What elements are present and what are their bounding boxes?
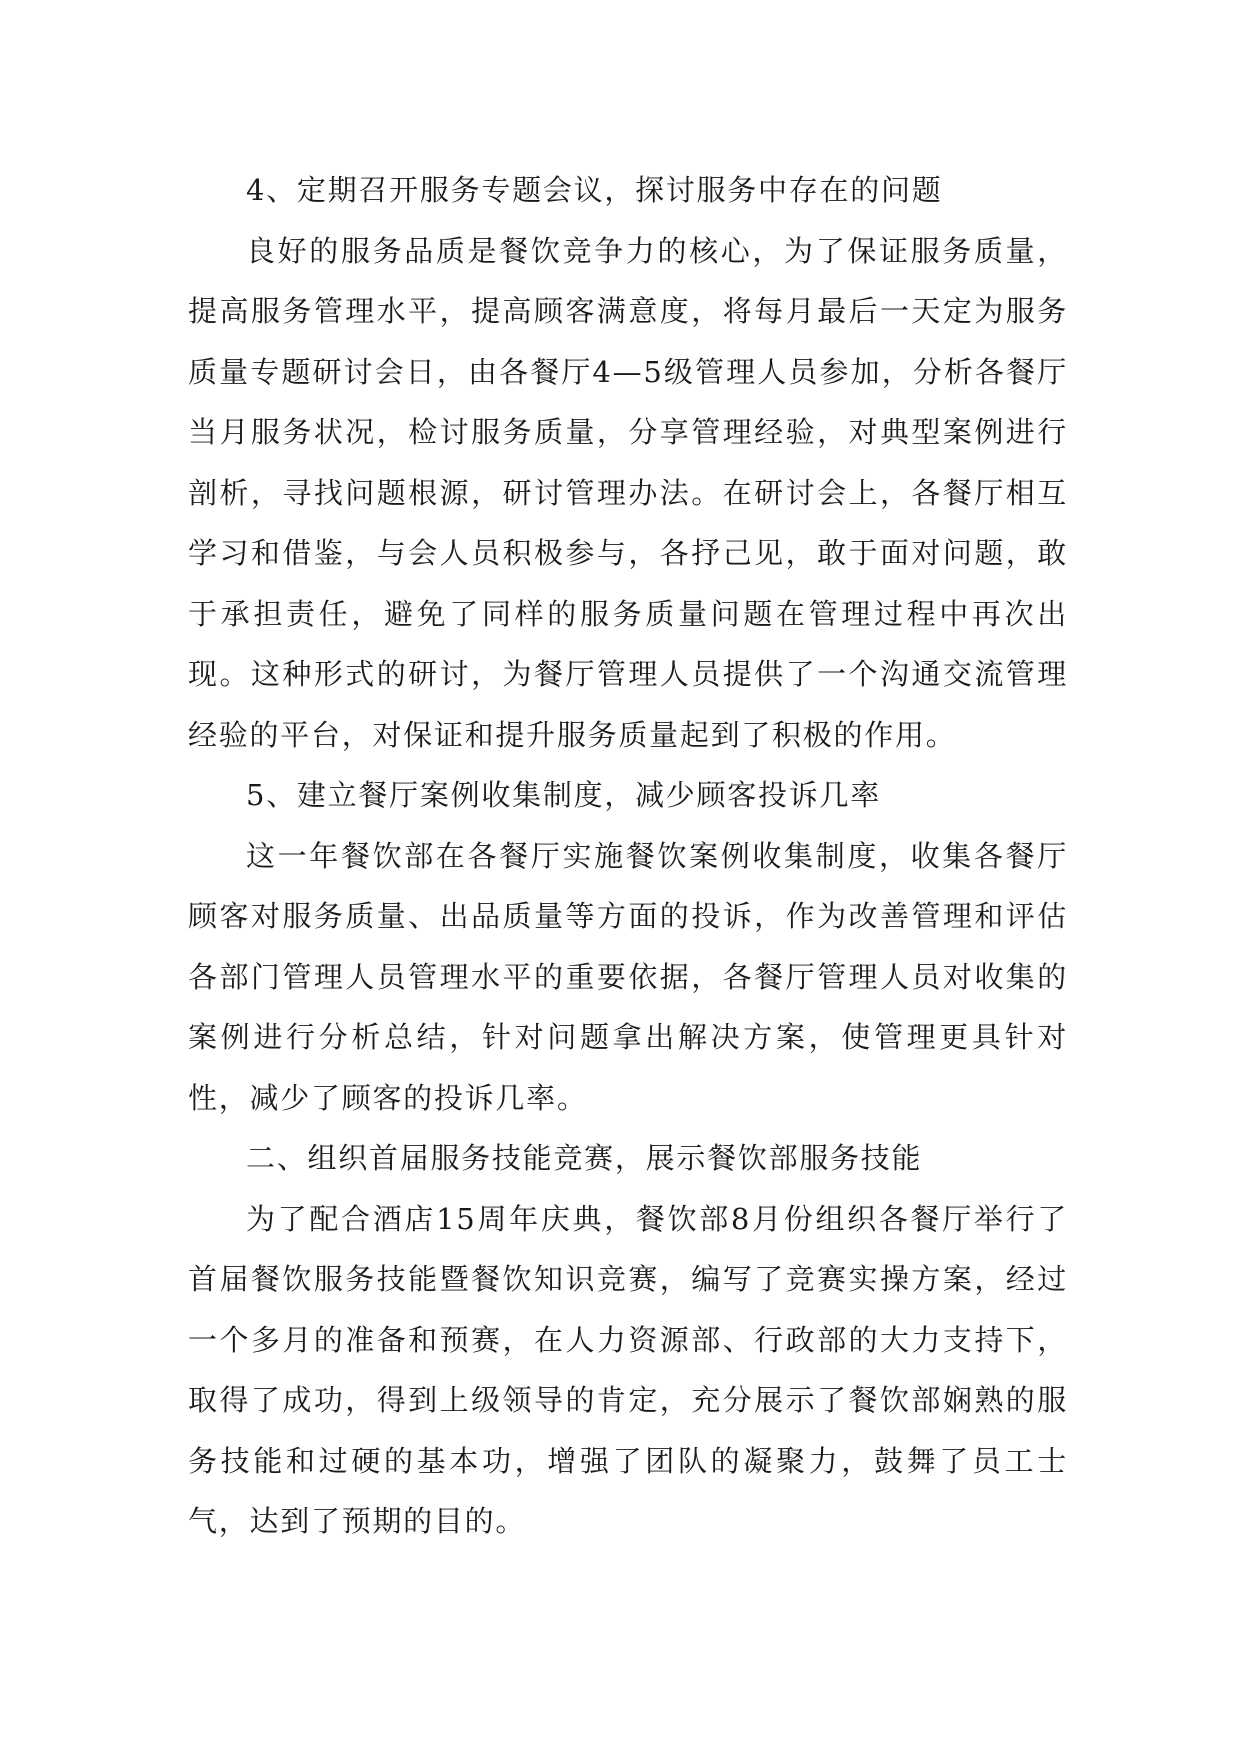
section-heading-4: 4、定期召开服务专题会议，探讨服务中存在的问题 [246, 173, 943, 207]
document-body [188, 160, 1068, 1552]
paragraph-case-collection: 这一年餐饮部在各餐厅实施餐饮案例收集制度，收集各餐厅顾客对服务质量、出品质量等方面的投诉，作为改善管理和评估各部门管理人员管理水平的重要依据，各餐厅管理人员对收集的案例进行分析总结，针对问题拿出解决方案，使管理更具针对性，减少了顾客的投诉几率。 [188, 838, 1068, 1115]
section-heading-5: 5、建立餐厅案例收集制度，减少顾客投诉几率 [246, 778, 881, 812]
paragraph-skills-competition: 为了配合酒店15周年庆典，餐饮部8月份组织各餐厅举行了首届餐饮服务技能暨餐饮知识竞赛，编写了竞赛实操方案，经过一个多月的准备和预赛，在人力资源部、行政部的大力支持下，取得了成功，得到上级领导的肯定，充分展示了餐饮部娴熟的服务技能和过硬的基本功，增强了团队的凝聚力，鼓舞了员工士气，达到了预期的目的。 [188, 1201, 1068, 1538]
paragraph-service-meeting: 良好的服务品质是餐饮竞争力的核心，为了保证服务质量，提高服务管理水平，提高顾客满意度，将每月最后一天定为服务质量专题研讨会日，由各餐厅4—5级管理人员参加，分析各餐厅当月服务状况，检讨服务质量，分享管理经验，对典型案例进行剖析，寻找问题根源，研讨管理办法。在研讨会上，各餐厅相互学习和借鉴，与会人员积极参与，各抒己见，敢于面对问题，敢于承担责任，避免了同样的服务质量问题在管理过程中再次出现。这种形式的研讨，为餐厅管理人员提供了一个沟通交流管理经验的平台，对保证和提升服务质量起到了积极的作用。 [188, 233, 1068, 752]
section-heading-2: 二、组织首届服务技能竞赛，展示餐饮部服务技能 [246, 1141, 923, 1175]
